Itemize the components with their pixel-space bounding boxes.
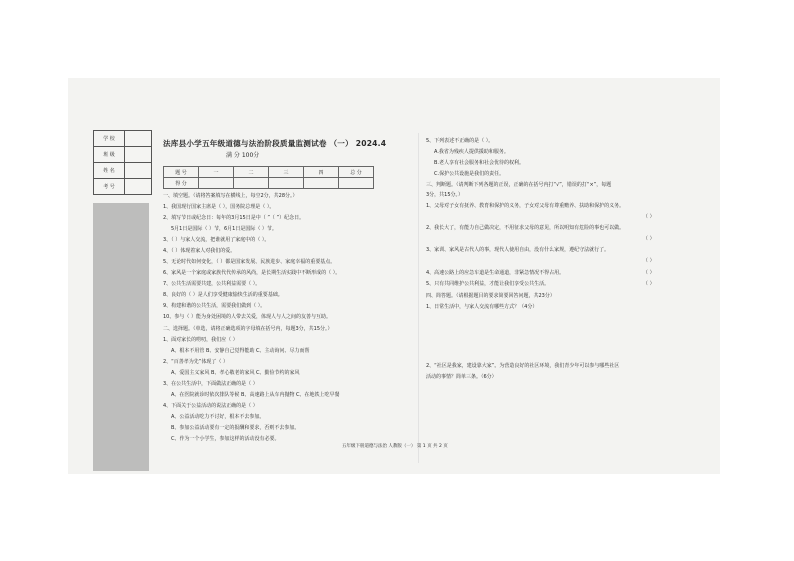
judgment-item: 2、我长大了，有能力自己做决定，不用征求父母的意见，所以明知有危险的事也可以做。	[426, 225, 625, 231]
option-line: A、公益活动吃力不讨好，根本不去参加。	[171, 414, 265, 420]
option-line: A、在医院就诊时依次排队等候 B、高速路上从车内抛物 C、在地铁上吃早餐	[171, 392, 340, 398]
question-line: 3、（ ）与家人交流，把谁就用了家庭中的（ ）。	[163, 237, 270, 243]
question-line: 8、良好的（ ）是人们享受健康愉快生活的重要基础。	[163, 292, 283, 298]
judgment-item: 1、父母对子女有抚养、教育和保护的义务，子女对父母有尊重赡养、扶助和保护的义务。	[426, 203, 625, 209]
class-label: 班 级	[94, 147, 125, 163]
page-footer: 五年级下册道德与法治 人教版（一） 第 1 页 共 2 页	[342, 444, 448, 449]
short-answer-question-cont: 活动的事情？简单三条。（6分）	[426, 374, 497, 380]
section-heading: 一、填空题。（请将答案填写在横线上，每空2分，共28分。）	[163, 193, 298, 199]
short-answer-question: 2、“社区是我家，建设靠大家”。为营造良好的社区环境，我们青少年可以参与哪些社区	[426, 363, 620, 369]
judgment-answer-bracket: （ ）	[643, 236, 655, 242]
exam-number-field	[125, 179, 152, 195]
score-cell	[269, 178, 304, 189]
question-line: 9、构建和谐的公共生活，需要我们做到（ ）。	[163, 303, 266, 309]
exam-number-label: 考 号	[94, 179, 125, 195]
question-line: 5月1日是国际（ ）节，6月1日是国际（ ）节。	[171, 226, 277, 232]
score-row-label: 得 分	[164, 178, 199, 189]
class-field	[125, 147, 152, 163]
score-header-cell: 二	[234, 167, 269, 178]
score-cell	[304, 178, 339, 189]
option-line: A、根本不用管 B、安静自己觉得能助 C、主动询问、尽力而帮	[171, 348, 310, 354]
judgment-answer-bracket: （ ）	[643, 270, 655, 276]
question-line: 6、家风是一个家庭或家族代代传承的风尚，是长期生活实践中不断形成的（ ）。	[163, 270, 341, 276]
school-field	[125, 131, 152, 147]
option-line: A、爱国主义家风 B、孝心敬老的家风 C、勤俭节约的家风	[171, 370, 300, 376]
section-heading: 二、选择题。（单选，请将正确选项的字母填在括号内，每题3分，共15分。）	[163, 326, 333, 332]
question-line: 10、参与（ ）能为身处困境的人带去关爱，体现人与人之间的友善与互助。	[163, 314, 331, 320]
question-line: 5、下列表述不正确的是（ ）。	[426, 138, 494, 144]
full-score: 满 分 100分	[226, 152, 260, 159]
short-answer-question: 1、日常生活中，与家人交流有哪些方式？（4分）	[426, 304, 538, 310]
name-field	[125, 163, 152, 179]
name-label: 姓 名	[94, 163, 125, 179]
scanned-exam-sheet	[68, 78, 720, 474]
score-header-cell: 总 分	[339, 167, 374, 178]
binding-strip-shade	[93, 203, 149, 471]
school-label: 学 校	[94, 131, 125, 147]
option-line: A.我省为残疾人提供援助和服务。	[434, 149, 509, 155]
judgment-answer-bracket: （ ）	[643, 214, 655, 220]
question-line: 1、我国现行国家主席是（ ），国务院总理是（ ）。	[163, 204, 275, 210]
score-header-cell: 题 号	[164, 167, 199, 178]
option-line: B.老人享有社会服务和社会优待的权利。	[434, 160, 525, 166]
exam-title: 法库县小学五年级道德与法治阶段质量监测试卷 （一） 2024.4	[163, 139, 387, 148]
score-header-cell: 三	[269, 167, 304, 178]
judgment-item: 4、高速公路上的应急车道是生命通道，非紧急情况不得占用。	[426, 270, 565, 276]
question-line: 3、在公共生活中，下面做法正确的是（ ）	[163, 381, 258, 387]
score-cell	[234, 178, 269, 189]
score-cell	[339, 178, 374, 189]
score-header-cell: 四	[304, 167, 339, 178]
score-cell	[199, 178, 234, 189]
option-line: B、参加公益活动要有一定的报酬和要求，否则不去参加。	[171, 425, 300, 431]
question-line: 4、下面关于公益活动的说法正确的是（ ）	[163, 403, 258, 409]
student-info-table	[93, 130, 152, 195]
option-line: C、作为一个小学生，参加这样的活动没有必要。	[171, 436, 280, 442]
question-line: 1、面对家长的唠叨，我们应（ ）	[163, 337, 238, 343]
question-line: 2、“百善孝为先”体现了（ ）	[163, 359, 228, 365]
section-heading: 四、简答题。（请根据题目的要求简要回答问题，共23分）	[426, 293, 555, 299]
question-line: 7、公共生活需要共建，公共利益需要（ ）。	[163, 281, 261, 287]
column-divider	[418, 133, 419, 463]
judgment-item: 3、家训、家风是古代人的事，现代人使用自由，没有什么家规，遵纪守法就行了。	[426, 247, 610, 253]
question-line: 4、（ ）体现着家人对我们的爱。	[163, 248, 236, 254]
section-heading-cont: 3分，共15分。）	[426, 192, 464, 198]
question-line: 2、填写节日或纪念日：每年的3月15日是中（ ”（ ”）纪念日。	[163, 215, 305, 221]
judgment-answer-bracket: （ ）	[643, 258, 655, 264]
question-line: 5、无论时代如何变化，（ ）都是国家发展、民族进步、家庭幸福的重要基点。	[163, 259, 336, 265]
score-table	[163, 166, 374, 189]
section-heading: 三、判断题。（请判断下列各题的正误，正确的在括号内打“√”，错误的打“×”，每题	[426, 182, 612, 188]
judgment-item: 5、只有共同维护公共利益，才能让我们享受公共生活。	[426, 281, 550, 287]
judgment-answer-bracket: （ ）	[643, 281, 655, 287]
option-line: C.保护公共设施是我们的责任。	[434, 171, 505, 177]
score-header-cell: 一	[199, 167, 234, 178]
